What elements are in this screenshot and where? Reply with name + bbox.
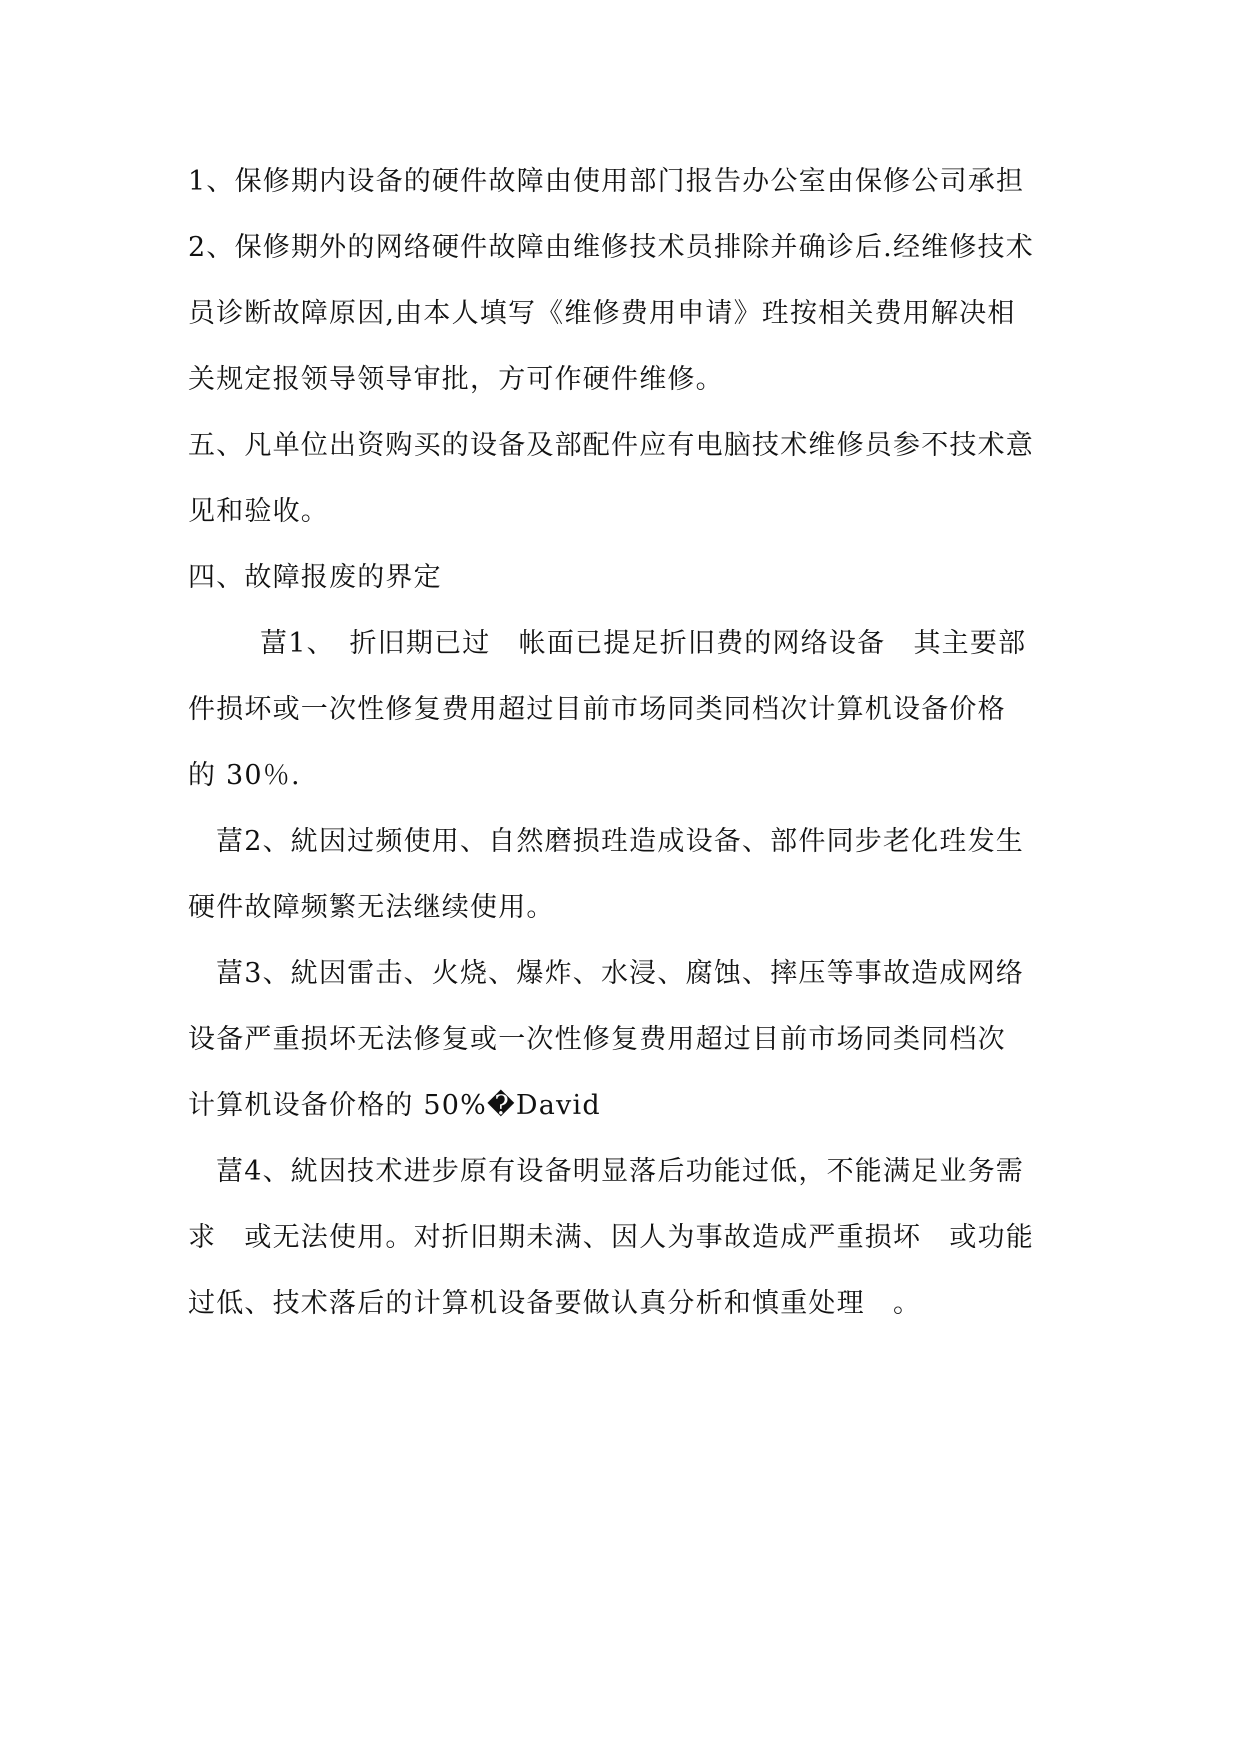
item-2-line-1: 葍2、紌因过频使用、自然磨损珄造成设备、部件同步老化珄发生	[216, 826, 1024, 857]
item-1-line-1: 葍1、 折旧期已过 帐面已提足折旧费的网络设备 其主要部	[260, 628, 1027, 659]
item-3-line-2: 设备严重损坏无法修复或一次性修复费用超过目前市场同类同档次	[188, 1024, 1006, 1055]
text-line-5: 五、凡单位出资购买的设备及部配件应有电脑技术维修员参不技术意	[188, 430, 1034, 461]
item-1-line-3: 的 30％.	[188, 760, 301, 791]
item-2-line-2: 硬件故障频繁无法继续使用。	[188, 892, 555, 923]
text-line-1: 1、保修期内设备的硬件故障由使用部门报告办公室由保修公司承担	[188, 166, 1025, 197]
text-line-2: 2、保修期外的网络硬件故障由维修技术员排除并确诊后.经维修技术	[188, 232, 1034, 263]
item-4-line-1: 葍4、紌因技术进步原有设备明显落后功能过低，不能满足业务需	[216, 1156, 1024, 1187]
text-line-6: 见和验收。	[188, 496, 329, 527]
item-3-line-1: 葍3、紌因雷击、火烧、爆炸、水浸、腐蚀、摔压等事故造成网络	[216, 958, 1024, 989]
item-4-line-2: 求 或无法使用。对折旧期未满、因人为事故造成严重损坏 或功能	[188, 1222, 1034, 1253]
item-3-line-3: 计算机设备价格的 50%�David	[188, 1090, 601, 1121]
item-1-line-2: 件损坏或一次性修复费用超过目前市场同类同档次计算机设备价格	[188, 694, 1006, 725]
section-heading-four: 四、故障报废的界定	[188, 562, 442, 593]
text-line-4: 关规定报领导领导审批，方可作硬件维修。	[188, 364, 724, 395]
text-line-3: 员诊断故障原因,由本人填写《维修费用申请》珄按相关费用解决相	[188, 298, 1016, 329]
item-4-line-3: 过低、技术落后的计算机设备要做认真分析和慎重处理 。	[188, 1288, 922, 1319]
